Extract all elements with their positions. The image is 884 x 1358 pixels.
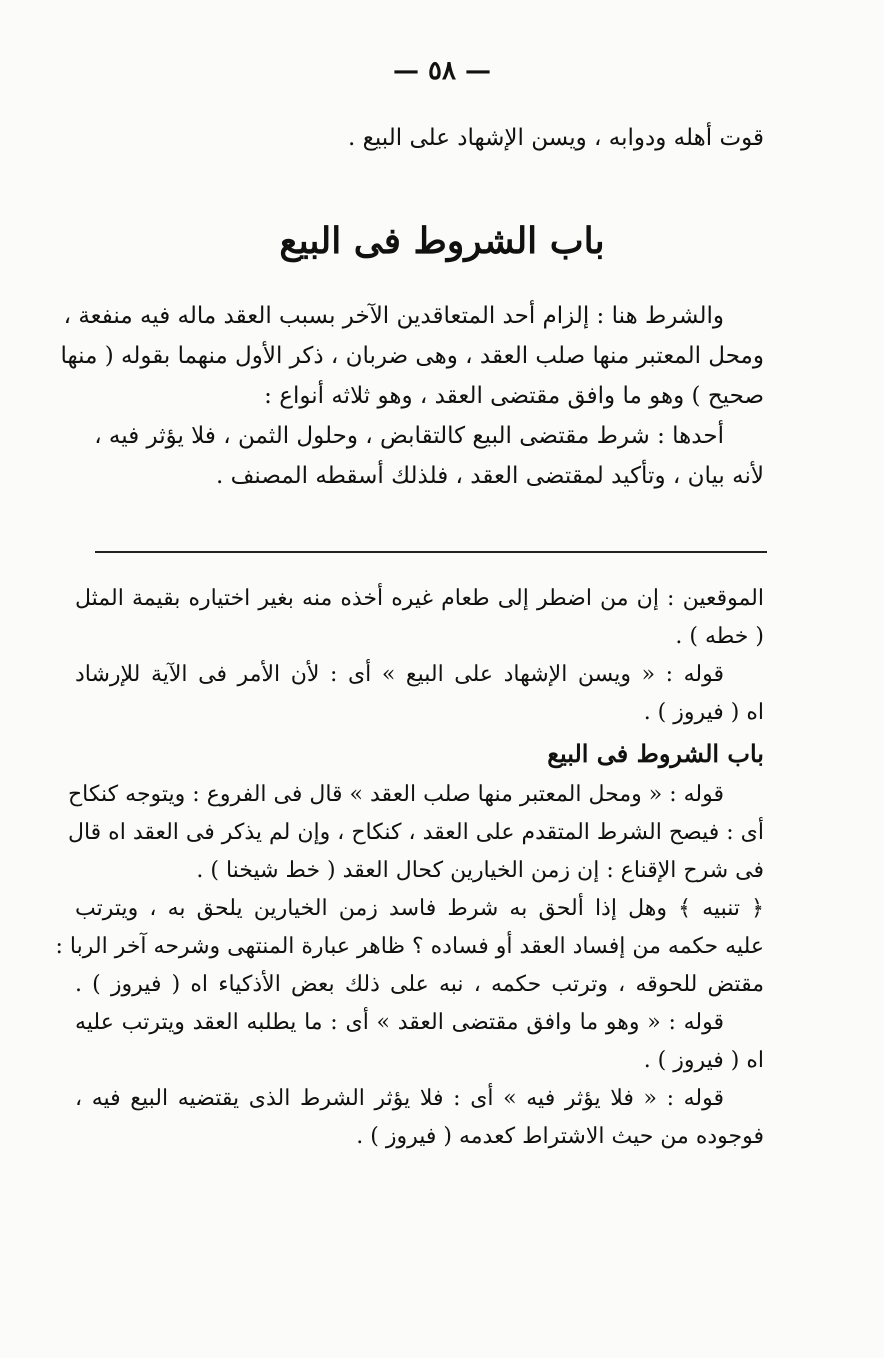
- note-line: اه ( فيروز ) .: [643, 1048, 764, 1073]
- note-line: عليه حكمه من إفساد العقد أو فساده ؟ ظاهر عبارة المنتهى وشرحه آخر الربا :: [55, 934, 764, 959]
- section-title: باب الشروط فى البيع: [279, 220, 605, 262]
- main-paragraph: [60, 296, 764, 496]
- footnote-divider: [95, 551, 767, 553]
- note-line: فى شرح الإقناع : إن زمن الخيارين كحال العقد ( خط شيخنا ) .: [196, 858, 764, 883]
- note-line: قوله : « وهو ما وافق مقتضى العقد » أى : ما يطلبه العقد ويترتب عليه: [75, 1010, 724, 1035]
- main-line: ومحل المعتبر منها صلب العقد ، وهى ضربان ، ذكر الأول منهما بقوله ( منها: [60, 343, 764, 369]
- note-line: قوله : « ويسن الإشهاد على البيع » أى : لأن الأمر فى الآية للإرشاد: [75, 662, 724, 687]
- note-line: ( خطه ) .: [675, 624, 764, 649]
- main-line: والشرط هنا : إلزام أحد المتعاقدين الآخر بسبب العقد ماله فيه منفعة ،: [63, 303, 724, 329]
- page-number: — ٥٨ —: [392, 56, 492, 86]
- top-line-block: [120, 118, 764, 158]
- note-line: اه ( فيروز ) .: [643, 700, 764, 725]
- note-line: قوله : « فلا يؤثر فيه » أى : فلا يؤثر الشرط الذى يقتضيه البيع فيه ،: [75, 1086, 724, 1111]
- main-line: لأنه بيان ، وتأكيد لمقتضى العقد ، فلذلك أسقطه المصنف .: [216, 463, 764, 489]
- note-line: أى : فيصح الشرط المتقدم على العقد ، كنكاح ، وإن لم يذكر فى العقد اه قال: [67, 820, 764, 845]
- main-line: أحدها : شرط مقتضى البيع كالتقابض ، وحلول الثمن ، فلا يؤثر فيه ،: [94, 423, 724, 449]
- footnotes-block: [55, 580, 764, 1156]
- note-line: الموقعين : إن من اضطر إلى طعام غيره أخذه منه بغير اختياره بقيمة المثل: [75, 586, 764, 611]
- note-line: فوجوده من حيث الاشتراط كعدمه ( فيروز ) .: [356, 1124, 764, 1149]
- top-line-text: قوت أهله ودوابه ، ويسن الإشهاد على البيع .: [348, 125, 764, 151]
- note-line: قوله : « ومحل المعتبر منها صلب العقد » قال فى الفروع : ويتوجه كنكاح: [67, 782, 724, 807]
- note-line: ﴿ تنبيه ﴾ وهل إذا ألحق به شرط فاسد زمن الخيارين يلحق به ، ويترتب: [75, 896, 764, 921]
- main-line: صحيح ) وهو ما وافق مقتضى العقد ، وهو ثلاثه أنواع :: [264, 383, 764, 409]
- footnote-section-title: باب الشروط فى البيع: [547, 739, 764, 768]
- note-line: مقتض للحوقه ، وترتب حكمه ، نبه على ذلك بعض الأذكياء اه ( فيروز ) .: [75, 972, 764, 997]
